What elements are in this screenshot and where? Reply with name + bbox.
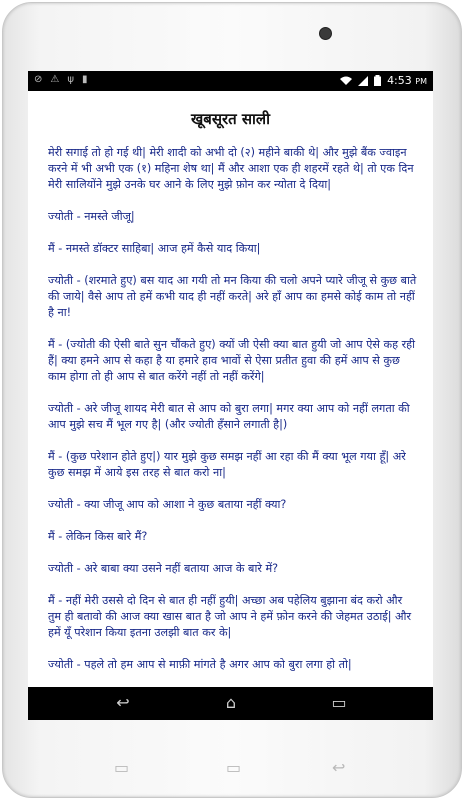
paragraph: मैं - (ज्योती की ऐसी बाते सुन चौंकते हुए) क्यों जी ऐसी क्या बात हुयी जो आप ऐसे कह रही हैं| क्या हमने आप से कहा है या हमारे हाव भावों से ऐसा प्रतीत हुवा की हमें आप से कुछ काम होगा तो ही आप से बात करेंगे नहीं तो नहीं करेंगे|	[48, 338, 416, 383]
recents-icon: ▭	[114, 758, 130, 777]
paragraph: मैं - लेकिन किस बारे मैं?	[48, 530, 148, 543]
paragraph: ज्योती - (शरमाते हुए) बस याद आ गयी तो मन किया की चलो अपने प्यारे जीजू से कुछ बाते की जाये| वैसे आप तो हमें कभी याद ही नहीं करते| अरे हाँ आप का हमसे कोई काम तो नहीं है ना!	[48, 274, 417, 319]
home-icon: ⌂	[225, 693, 237, 712]
screen	[28, 71, 433, 720]
hardware-recents-button[interactable]	[114, 758, 129, 777]
recents-icon: ▭	[331, 693, 347, 712]
clock-ampm: PM	[415, 77, 427, 86]
clock-time: 4:53	[387, 74, 412, 87]
paragraph: ज्योती - अरे बाबा क्या उसने नहीं बताया आज के बारे में?	[48, 562, 279, 575]
hardware-back-button[interactable]	[332, 758, 345, 777]
navigation-bar	[28, 687, 433, 720]
paragraph: मैं - (कुछ परेशान होते हुए|) यार मुझे कुछ समझ नहीं आ रहा की मैं क्या भूल गया हूँ| अरे कुछ समझ में आये इस तरह से बात करो ना|	[48, 450, 406, 479]
paragraph: ज्योती - पहले तो हम आप से माफ़ी मांगते है अगर आप को बुरा लगा हो तो|	[48, 658, 352, 671]
paragraph: मैं - नमस्ते डॉक्टर साहिबा| आज हमें कैसे याद किया|	[48, 242, 261, 255]
back-icon: ↩	[116, 693, 130, 712]
home-button[interactable]	[216, 693, 246, 713]
article-body	[48, 145, 418, 687]
back-icon: ↩	[332, 758, 346, 777]
recents-button[interactable]	[324, 693, 354, 713]
home-icon: ▭	[226, 758, 242, 777]
sd-card-icon: ▮	[81, 74, 88, 85]
hardware-home-button[interactable]	[226, 758, 241, 777]
blocked-icon: ⊘	[34, 74, 43, 85]
back-button[interactable]	[108, 693, 138, 713]
article-view[interactable]	[28, 91, 433, 687]
system-icons	[340, 74, 427, 87]
signal-icon	[358, 76, 368, 86]
paragraph: ज्योती - क्या जीजू आप को आशा ने कुछ बताया नहीं क्या?	[48, 498, 287, 511]
status-bar	[28, 71, 433, 91]
battery-icon	[374, 75, 381, 86]
wifi-icon	[340, 76, 352, 86]
paragraph: ज्योती - नमस्ते जीजू|	[48, 210, 135, 223]
usb-icon: ψ	[67, 74, 74, 85]
clock	[387, 74, 427, 87]
article-title: खूबसूरत साली	[191, 110, 270, 128]
paragraph: मैं - नहीं मेरी उससे दो दिन से बात ही नहीं हुयी| अच्छा अब पहेलिय बुझाना बंद करो और तुम ही बतावो की आज क्या खास बात है जो आप ने हमें फ़ोन करने की जेहमत उठाई| और हमें यूँ परेशान किया इतना उलझी बात कर के|	[48, 594, 412, 639]
warning-icon: ⚠	[50, 74, 60, 85]
paragraph: मेरी सगाई तो हो गई थी| मेरी शादी को अभी दो (२) महीने बाकी थे| और मुझे बैंक ज्वाइन करने में भी अभी एक (१) महिना शेष था| मैं और आशा एक ही शहरमें रहते थे| तो एक दिन मेरी सालियोंने मुझे उनके घर आने के लिए मुझे फ़ोन कर न्योता दे दिया|	[48, 146, 414, 191]
front-camera	[319, 27, 332, 40]
paragraph: ज्योती - अरे जीजू शायद मेरी बात से आप को बुरा लगा| मगर क्या आप को नहीं लगता की आप मुझे सच मैं भूल गए है| (और ज्योती हँसाने लगाती है|)	[48, 402, 410, 431]
notification-icons	[34, 74, 87, 85]
